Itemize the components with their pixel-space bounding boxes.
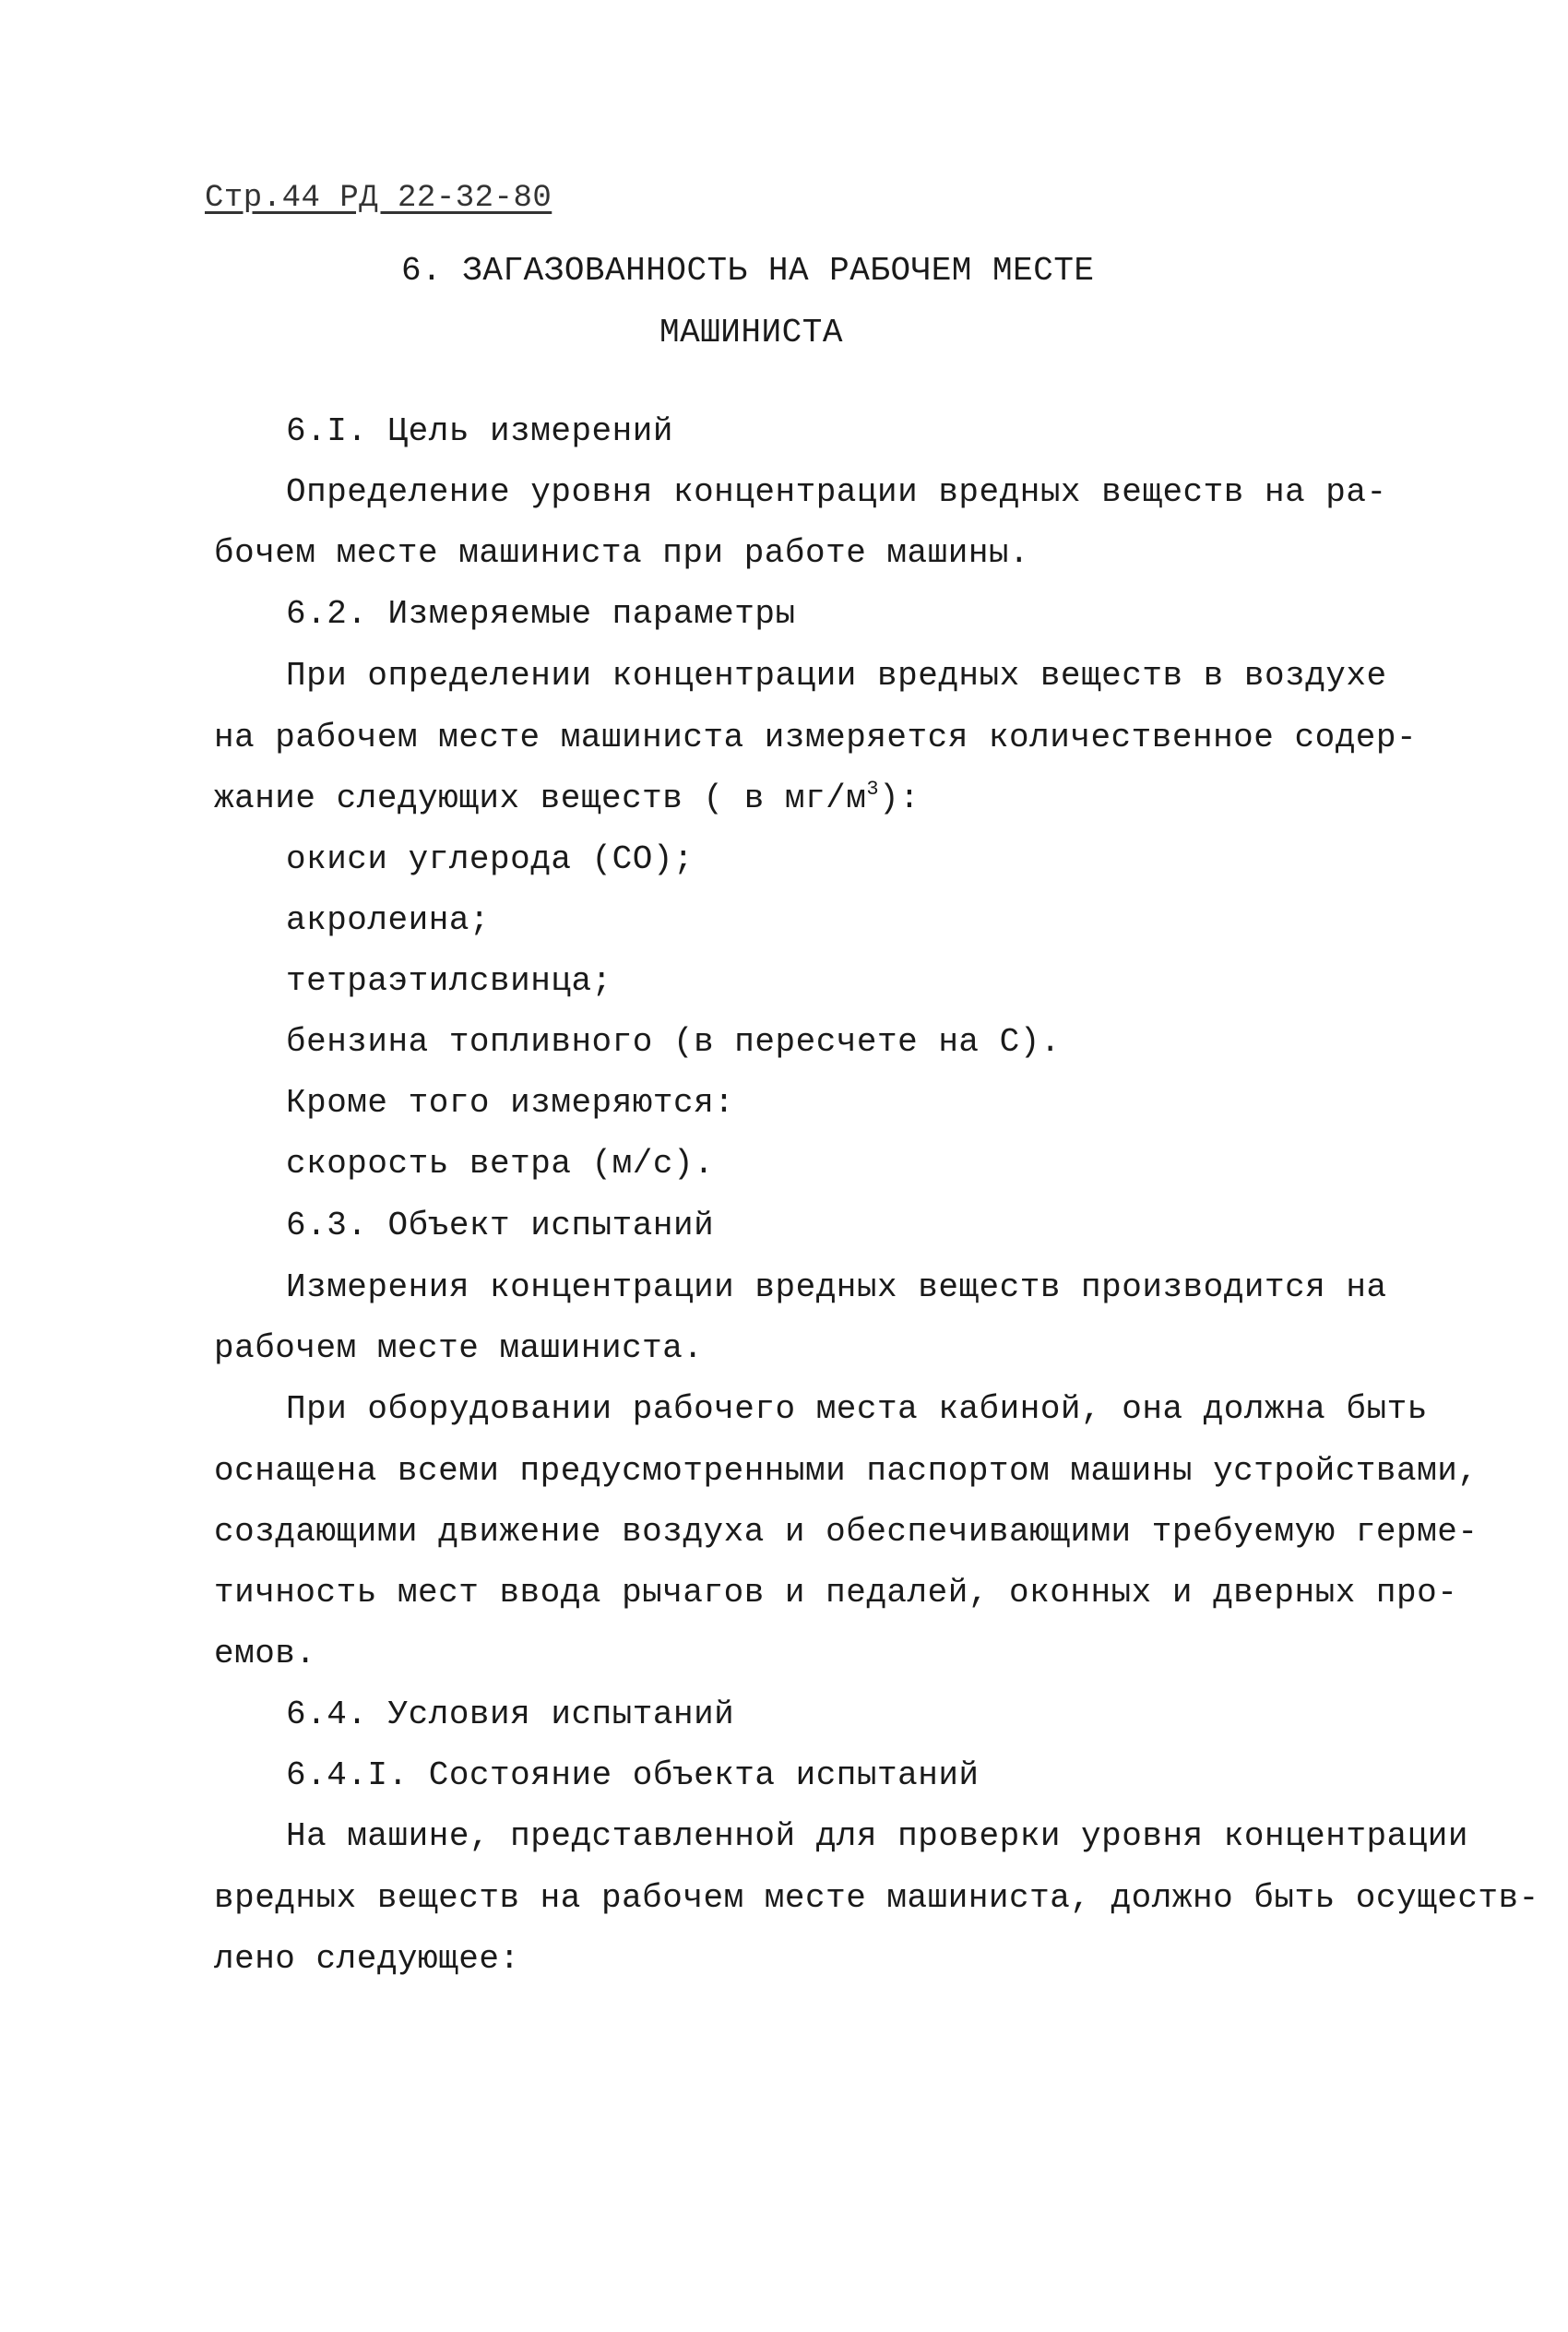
paragraph-line: При определении концентрации вредных веществ в воздухе (286, 657, 1387, 695)
paragraph-line: оснащена всеми предусмотренными паспортом машины устройствами, (214, 1452, 1479, 1490)
subsection-6-1-heading: 6.I. Цель измерений (286, 412, 673, 450)
paragraph-line-with-unit (214, 780, 920, 817)
paragraph-line: Измерения концентрации вредных веществ производится на (286, 1268, 1387, 1306)
list-item: тетраэтилсвинца; (286, 962, 612, 1000)
section-title-line-1: 6. ЗАГАЗОВАННОСТЬ НА РАБОЧЕМ МЕСТЕ (401, 252, 1095, 290)
list-item: бензина топливного (в пересчете на С). (286, 1023, 1061, 1061)
subsection-6-4-1-heading: 6.4.I. Состояние объекта испытаний (286, 1756, 980, 1794)
paragraph-line: При оборудовании рабочего места кабиной, она должна быть (286, 1390, 1428, 1428)
paragraph-line: создающими движение воздуха и обеспечивающими требуемую герме- (214, 1513, 1479, 1551)
paragraph-line: вредных веществ на рабочем месте машиниста, должно быть осуществ- (214, 1879, 1539, 1917)
paragraph-line: емов. (214, 1635, 316, 1672)
list-item: скорость ветра (м/с). (286, 1145, 715, 1183)
superscript-exponent: 3 (866, 778, 880, 801)
unit-text-end: ): (879, 779, 921, 817)
page-reference-header: Стр.44 РД 22-32-80 (205, 181, 552, 216)
paragraph-line: бочем месте машиниста при работе машины. (214, 534, 1030, 572)
paragraph-line: на рабочем месте машиниста измеряется количественное содер- (214, 719, 1418, 756)
paragraph-line: тичность мест ввода рычагов и педалей, оконных и дверных про- (214, 1574, 1458, 1612)
paragraph-line: Определение уровня концентрации вредных веществ на ра- (286, 473, 1387, 511)
subsection-6-3-heading: 6.3. Объект испытаний (286, 1207, 715, 1244)
unit-text: жание следующих веществ ( в мг/м (214, 779, 867, 817)
paragraph-line: Кроме того измеряются: (286, 1084, 735, 1122)
list-item: акролеина; (286, 901, 491, 939)
section-title-line-2: МАШИНИСТА (659, 314, 843, 351)
paragraph-line: лено следующее: (214, 1940, 520, 1978)
list-item: окиси углерода (СО); (286, 840, 695, 878)
paragraph-line: На машине, представленной для проверки уровня концентрации (286, 1817, 1469, 1855)
paragraph-line: рабочем месте машиниста. (214, 1329, 704, 1367)
subsection-6-4-heading: 6.4. Условия испытаний (286, 1695, 735, 1733)
subsection-6-2-heading: 6.2. Измеряемые параметры (286, 595, 796, 633)
